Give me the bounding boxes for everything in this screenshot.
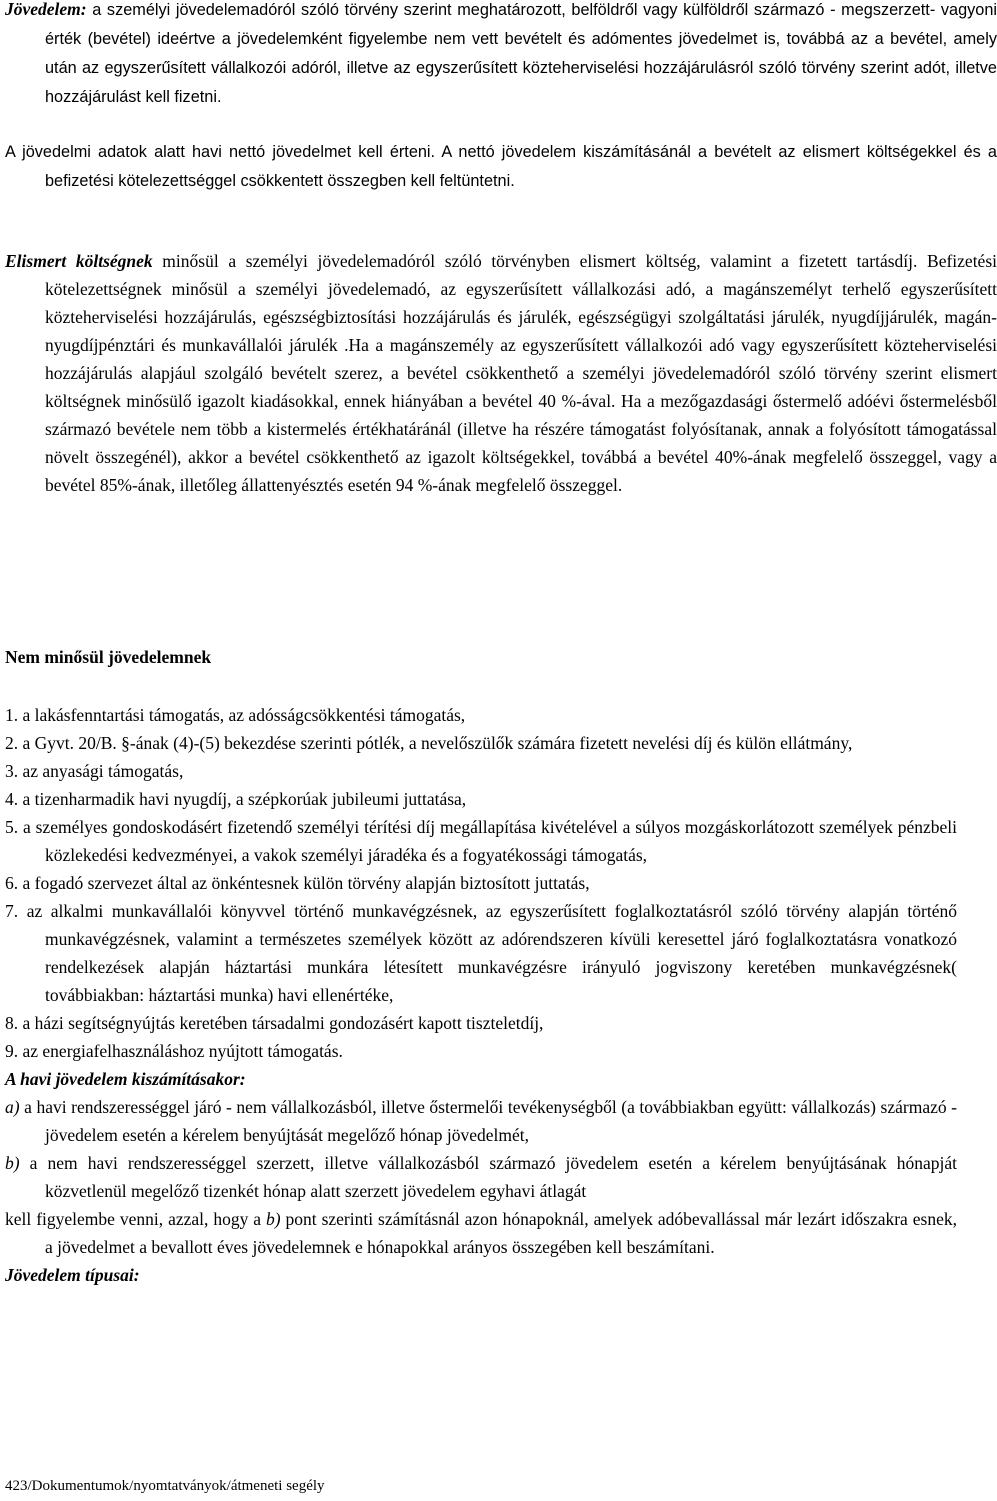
list-item: 3. az anyasági támogatás,	[5, 761, 184, 781]
havi-item-b	[5, 1149, 957, 1205]
koltseg-paragraph	[5, 247, 997, 499]
havi-conclusion-marker: b)	[266, 1209, 281, 1229]
list-item: 9. az energiafelhasználáshoz nyújtott támogatás.	[5, 1041, 343, 1061]
footer-path: 423/Dokumentumok/nyomtatványok/átmeneti segély	[5, 1478, 325, 1494]
havi-conclusion-text-1: kell figyelembe venni, azzal, hogy a	[5, 1209, 266, 1229]
havi-conclusion-text-2: pont szerinti számításnál azon hónapoknál, amelyek adóbevallással már lezárt időszakra esnek, a jövedelmet a bevallott éves jövedelemnek e hónapokkal arányos összegében kell beszámítani.	[45, 1209, 957, 1257]
nem-minosul-list	[5, 701, 957, 1289]
list-item: 2. a Gyvt. 20/B. §-ának (4)-(5) bekezdése szerinti pótlék, a nevelőszülők számára fizetett nevelési díj és külön ellátmány,	[5, 733, 853, 753]
list-item: 1. a lakásfenntartási támogatás, az adósságcsökkentési támogatás,	[5, 705, 466, 725]
list-item: 4. a tizenharmadik havi nyugdíj, a szépkorúak jubileumi juttatása,	[5, 789, 467, 809]
havi-item-b-text: a nem havi rendszerességgel szerzett, illetve vállalkozásból származó jövedelem esetén a kérelem benyújtásának hónapját közvetlenül megelőző tizenkét hónap alatt szerzett jövedelem egyhavi átlagát	[19, 1153, 957, 1201]
netto-sentence-2: A nettó jövedelem kiszámításánál a bevételt az elismert költségekkel és a befizetési kötelezettséggel csökkentett összegben kell feltüntetni.	[45, 143, 997, 190]
koltseg-text-1: minősül a személyi jövedelemadóról szóló törvényben elismert költség, valamint a fizetett tartásdíj.	[152, 251, 918, 271]
havi-item-b-marker: b)	[5, 1153, 20, 1173]
havi-item-a-text: a havi rendszerességgel járó - nem vállalkozásból, illetve őstermelői tevékenységből (a továbbiakban együtt: vállalkozás) származó - jövedelem esetén a kérelem benyújtását megelőző hónap jövedelmét,	[19, 1097, 957, 1145]
tipusai-heading: Jövedelem típusai:	[5, 1265, 140, 1285]
netto-paragraph	[5, 137, 997, 195]
jovedelem-term: Jövedelem:	[5, 0, 87, 19]
havi-conclusion	[5, 1205, 957, 1261]
list-item: 6. a fogadó szervezet által az önkéntesnek külön törvény alapján biztosított juttatás,	[5, 873, 590, 893]
list-item: 5. a személyes gondoskodásért fizetendő személyi térítési díj megállapítása kivételével a súlyos mozgáskorlátozott személyek pénzbeli közlekedési kedvezményei, a vakok személyi járadéka és a fogyatékossági támogatás,	[5, 817, 957, 865]
havi-item-a-marker: a)	[5, 1097, 20, 1117]
koltseg-term: Elismert költségnek	[5, 251, 153, 271]
nem-minosul-heading: Nem minősül jövedelemnek	[5, 647, 212, 667]
list-item: 8. a házi segítségnyújtás keretében társadalmi gondozásért kapott tiszteletdíj,	[5, 1013, 544, 1033]
koltseg-text-2: Befizetési kötelezettségnek minősül a személyi jövedelemadó, az egyszerűsített vállalkozási adó, a magánszemélyt terhelő egyszerűsített közteherviselési hozzájárulás, egészségbiztosítási hozzájárulás és járulék, egészségügyi szolgáltatási járulék, nyugdíjjárulék, magán-nyugdíjpénztári és munkavállalói járulék .Ha a magánszemély az egyszerűsített vállalkozói adó vagy egyszerűsített közteherviselési hozzájárulás alapjául szolgáló bevételt szerez, a bevétel csökkenthető a személyi jövedelemadóról szóló törvény szerint elismert költségnek minősülő igazolt kiadásokkal, ennek hiányában a bevétel 40 %-ával. Ha a mezőgazdasági őstermelő adóévi őstermelésből származó bevétele nem több a kistermelés értékhatáránál (illetve ha részére támogatást folyósítanak, annak a folyósított támogatással növelt összegénél), akkor a bevétel csökkenthető az igazolt költségekkel, továbbá a bevétel 40%-ának megfelelő összeggel, vagy a bevétel 85%-ának, illetőleg állattenyésztés esetén 94 %-ának megfelelő összeggel.	[45, 251, 997, 495]
netto-sentence-1: A jövedelmi adatok alatt havi nettó jövedelmet kell érteni.	[5, 143, 436, 161]
list-item: 7. az alkalmi munkavállalói könyvvel történő munkavégzésnek, az egyszerűsített foglalkoztatásról szóló törvény alapján történő munkavégzésnek, valamint a természetes személyek között az adórendszeren kívüli keresettel járó foglalkoztatásra vonatkozó rendelkezések alapján háztartási munkára létesített munkavégzésre irányuló jogviszony keretében munkavégzésnek( továbbiakban: háztartási munka) havi ellenértéke,	[5, 901, 957, 1005]
jovedelem-text: a személyi jövedelemadóról szóló törvény szerint meghatározott, belföldről vagy külföldről származó - megszerzett- vagyoni érték (bevétel) ideértve a jövedelemként figyelembe nem vett bevételt és adómentes jövedelmet is, továbbá az a bevétel, amely után az egyszerűsített vállalkozói adóról, illetve az egyszerűsített közteherviselési hozzájárulásról szóló törvény szerint adót, illetve hozzájárulást kell fizetni.	[45, 1, 997, 106]
havi-item-a	[5, 1093, 957, 1149]
havi-heading: A havi jövedelem kiszámításakor:	[5, 1069, 246, 1089]
jovedelem-definition	[5, 0, 997, 111]
